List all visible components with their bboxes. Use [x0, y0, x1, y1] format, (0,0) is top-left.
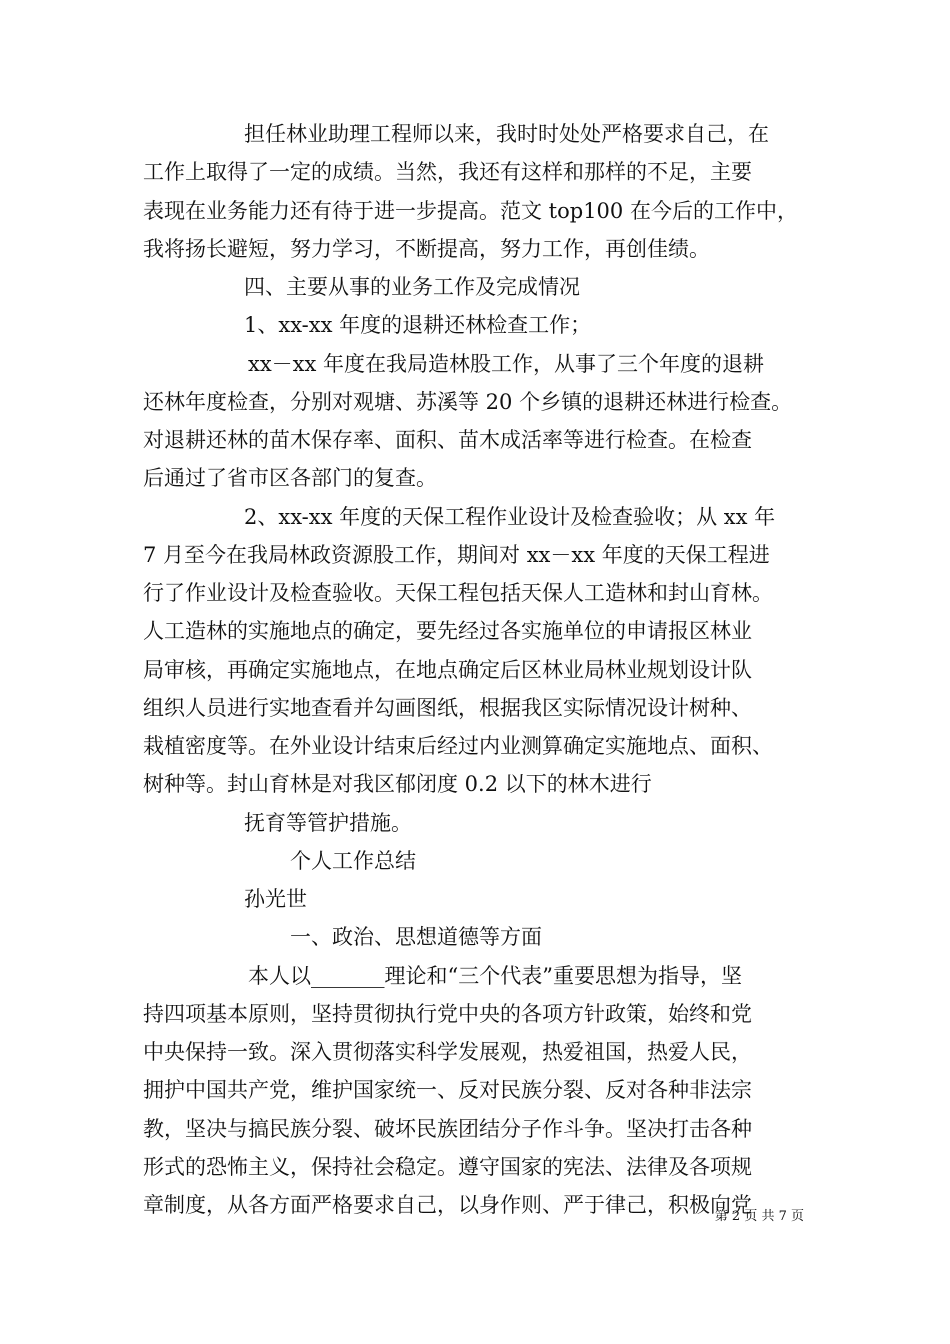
body-line: 行了作业设计及检查验收。天保工程包括天保人工造林和封山育林。 — [143, 581, 773, 605]
body-line: 栽植密度等。在外业设计结束后经过内业测算确定实施地点、面积、 — [143, 734, 773, 758]
body-line: 教，坚决与搞民族分裂、破坏民族团结分子作斗争。坚决打击各种 — [143, 1117, 752, 1141]
body-line: 人工造林的实施地点的确定，要先经过各实施单位的申请报区林业 — [143, 619, 752, 643]
body-line: 中央保持一致。深入贯彻落实科学发展观，热爱祖国，热爱人民， — [143, 1040, 752, 1064]
body-line: 我将扬长避短，努力学习，不断提高，努力工作，再创佳绩。 — [143, 237, 710, 261]
body-line: 组织人员进行实地查看并勾画图纸，根据我区实际情况设计树种、 — [143, 696, 752, 720]
body-line: 表现在业务能力还有待于进一步提高。范文 top100 在今后的工作中， — [143, 199, 798, 223]
body-line: 拥护中国共产党，维护国家统一、反对民族分裂、反对各种非法宗 — [143, 1078, 752, 1102]
section-heading: 一、政治、思想道德等方面 — [290, 925, 542, 949]
body-line: 局审核，再确定实施地点，在地点确定后区林业局林业规划设计队 — [143, 658, 752, 682]
subsection-heading: 1、xx-xx 年度的退耕还林检查工作； — [244, 313, 592, 337]
body-line: 树种等。封山育林是对我区郁闭度 0.2 以下的林木进行 — [143, 772, 652, 796]
body-line: 后通过了省市区各部门的复查。 — [143, 466, 437, 490]
body-line: 2、xx-xx 年度的天保工程作业设计及检查验收；从 xx 年 — [244, 505, 776, 529]
body-line: 还林年度检查，分别对观塘、苏溪等 20 个乡镇的退耕还林进行检查。 — [143, 390, 793, 414]
body-line: 本人以_______理论和“三个代表”重要思想为指导，坚 — [248, 964, 742, 988]
body-line: 7 月至今在我局林政资源股工作，期间对 xx－xx 年度的天保工程进 — [143, 543, 770, 567]
body-line: 对退耕还林的苗木保存率、面积、苗木成活率等进行检查。在检查 — [143, 428, 752, 452]
body-line: 持四项基本原则，坚持贯彻执行党中央的各项方针政策，始终和党 — [143, 1002, 752, 1026]
body-line: xx－xx 年度在我局造林股工作，从事了三个年度的退耕 — [248, 352, 765, 376]
body-line: 担任林业助理工程师以来，我时时处处严格要求自己，在 — [244, 122, 769, 146]
page-number-footer: 第 2 页 共 7 页 — [714, 1209, 804, 1224]
section-heading: 四、主要从事的业务工作及完成情况 — [244, 275, 580, 299]
body-line: 形式的恐怖主义，保持社会稳定。遵守国家的宪法、法律及各项规 — [143, 1155, 752, 1179]
document-title: 个人工作总结 — [290, 849, 416, 873]
body-line: 章制度，从各方面严格要求自己，以身作则、严于律己，积极向党 — [143, 1193, 752, 1217]
body-line: 抚育等管护措施。 — [244, 811, 412, 835]
author-name: 孙光世 — [244, 887, 307, 911]
body-line: 工作上取得了一定的成绩。当然，我还有这样和那样的不足，主要 — [143, 160, 752, 184]
